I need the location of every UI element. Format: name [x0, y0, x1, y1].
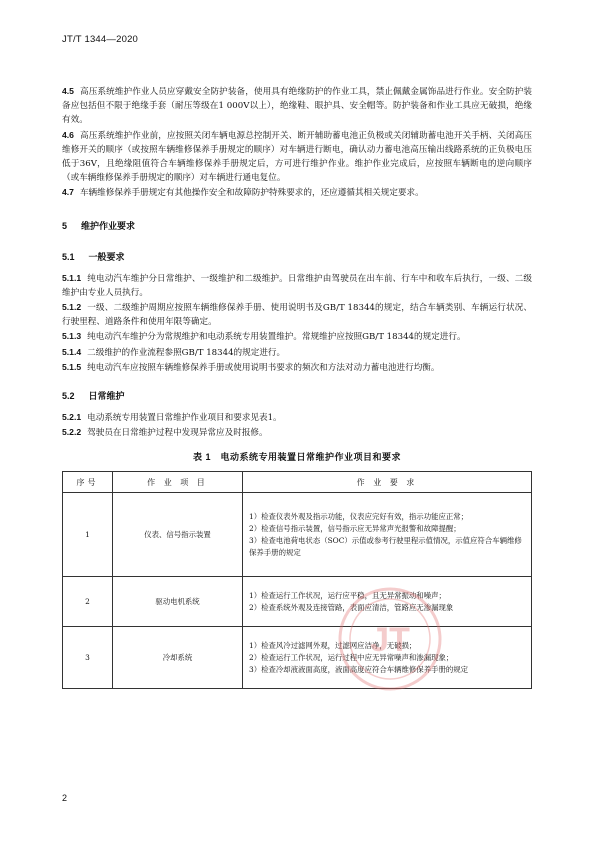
- row-number: 2: [63, 577, 113, 627]
- requirement-line: 1）检查仪表外观及指示功能，仪表应完好有效，指示功能应正常；: [249, 511, 469, 521]
- clause-5-1-1: [62, 271, 532, 300]
- clause-number: 5.1.4: [62, 346, 82, 357]
- clause-5-1-4: [62, 345, 532, 360]
- section-heading-5-2: [62, 389, 532, 402]
- clause-text: 纯电动汽车维护分为常规维护和电动系统专用装置维护。常规维护应按照GB/T 18344的规定进行。: [87, 332, 466, 343]
- clause-text: 一级、二级维护周期应按照车辆维修保养手册、使用说明书及GB/T 18344的规定，结合车辆类别、车辆运行状况、行驶里程、道路条件和使用年限等确定。: [62, 303, 532, 328]
- section-number: 5.2: [62, 391, 75, 402]
- section-title: 一般要求: [88, 251, 125, 262]
- clause-number: 4.6: [62, 129, 74, 140]
- column-header-requirement: 作 业 要 求: [243, 472, 532, 493]
- stamp-letters: JT: [370, 621, 410, 659]
- requirement-line: 2）检查信号指示装置，信号指示应无异常声光报警和故障提醒；: [249, 523, 461, 533]
- clause-number: 5.1.5: [62, 361, 82, 372]
- clause-text: 高压系统维护作业人员应穿戴安全防护装备，使用具有绝缘防护的作业工具，禁止佩戴金属饰品进行作业。安全防护装备应包括但不限于绝缘手套（耐压等级在1 000V以上），绝缘鞋、眼护具、安全帽等。防护装备和作业工具应无破损，绝缘有效。: [62, 87, 532, 126]
- column-header-item: 作 业 项 目: [113, 472, 243, 493]
- requirement-line: 2）检查运行工作状况，运行过程中应无异常噪声和渗漏现象；: [249, 652, 454, 662]
- row-number: 1: [63, 493, 113, 577]
- requirement-line: 3）检查电池荷电状态（SOC）示值或参考行驶里程示值情况，示值应符合车辆维修保养手册的规定: [249, 535, 522, 557]
- table-header-row: [63, 472, 532, 493]
- clause-5-1-2: [62, 300, 532, 329]
- clause-number: 5.1.2: [62, 302, 82, 313]
- clause-4-5: [62, 84, 532, 128]
- clause-text: 高压系统维护作业前，应按照关闭车辆电源总控制开关、断开辅助蓄电池正负极或关闭辅助蓄电池开关手柄、关闭高压维修开关的顺序（或按照车辆维修保养手册规定的顺序）对车辆进行断电，确认动力蓄电池高压输出线路系统的正负极电压低于36V，且绝缘阻值符合车辆维修保养手册规定后，方可进行维护作业。维护作业完成后，应按照车辆断电的逆向顺序（或车辆维修保养手册规定的顺序）对车辆进行通电复位。: [62, 130, 532, 184]
- clause-number: 5.1.1: [62, 272, 82, 283]
- section-number: 5.1: [62, 251, 75, 262]
- row-requirements: [243, 577, 532, 627]
- clause-number: 4.7: [62, 187, 74, 198]
- row-item: 驱动电机系统: [113, 577, 243, 627]
- requirement-line: 1）检查运行工作状况，运行应平稳，且无异常振动和噪声；: [249, 590, 446, 600]
- clause-number: 5.1.3: [62, 331, 82, 342]
- section-title: 日常维护: [88, 391, 125, 402]
- clause-5-1-5: [62, 360, 532, 375]
- table-row: [63, 493, 532, 577]
- clause-4-6: [62, 128, 532, 186]
- clause-5-2-2: [62, 425, 532, 440]
- section-heading-5: [62, 219, 532, 232]
- row-requirements: [243, 627, 532, 689]
- clause-text: 纯电动汽车维护分日常维护、一级维护和二级维护。日常维护由驾驶员在出车前、行车中和收车后执行，一级、二级维护由专业人员执行。: [62, 273, 532, 298]
- clause-text: 电动系统专用装置日常维护作业项目和要求见表1。: [87, 413, 282, 424]
- section-heading-5-1: [62, 250, 532, 263]
- row-number: 3: [63, 627, 113, 689]
- clause-4-7: [62, 185, 532, 200]
- clause-text: 车辆维修保养手册规定有其他操作安全和故障防护特殊要求的，还应遵循其相关规定要求。: [79, 188, 424, 199]
- row-item: 冷却系统: [113, 627, 243, 689]
- document-header-id: JT/T 1344—2020: [62, 34, 139, 45]
- clause-number: 5.2.1: [62, 412, 82, 423]
- table-row: [63, 577, 532, 627]
- maintenance-table: [62, 471, 532, 689]
- requirement-line: 1）检查风冷过滤网外观，过滤网应洁净，无破损；: [249, 640, 417, 650]
- section-title: 维护作业要求: [81, 220, 136, 231]
- table-row: [63, 627, 532, 689]
- requirement-line: 3）检查冷却液液面高度，液面高度应符合车辆维修保养手册的规定: [249, 664, 469, 674]
- clause-text: 驾驶员在日常维护过程中发现异常应及时报修。: [87, 428, 268, 439]
- page-content: [62, 84, 532, 689]
- row-requirements: [243, 493, 532, 577]
- page-number: 2: [62, 793, 68, 803]
- clause-5-2-1: [62, 410, 532, 425]
- clause-number: 5.2.2: [62, 427, 82, 438]
- table-title: 表 1 电动系统专用装置日常维护作业项目和要求: [192, 452, 401, 463]
- row-item: 仪表、信号指示装置: [113, 493, 243, 577]
- clause-text: 纯电动汽车应按照车辆维修保养手册或使用说明书要求的频次和方法对动力蓄电池进行均衡。: [87, 362, 440, 373]
- section-number: 5: [62, 220, 68, 231]
- requirement-line: 2）检查系统外观及连接管路，表面应清洁，管路应无渗漏现象: [249, 602, 454, 612]
- clause-5-1-3: [62, 329, 532, 344]
- clause-number: 4.5: [62, 86, 74, 96]
- column-header-no: 序号: [63, 472, 113, 493]
- clause-text: 二级维护的作业流程参照GB/T 18344的规定进行。: [87, 347, 286, 358]
